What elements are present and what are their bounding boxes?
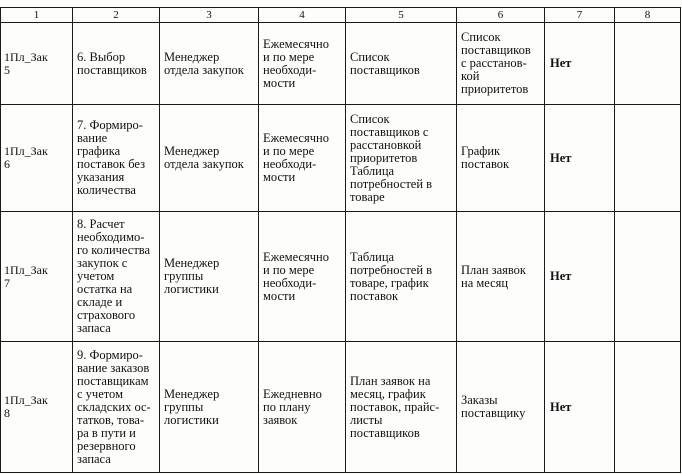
input-text: Список поставщиков xyxy=(350,49,420,77)
column-header-3: 3 xyxy=(160,8,259,23)
frequency-text: Ежемесячно и по мере необходи- мости xyxy=(263,36,329,90)
step-cell xyxy=(73,23,160,105)
role-cell xyxy=(160,105,259,212)
flag-cell xyxy=(545,342,615,473)
table-row xyxy=(1,23,681,105)
step-cell xyxy=(73,342,160,473)
column-header-4: 4 xyxy=(259,8,346,23)
frequency-cell xyxy=(259,105,346,212)
input-cell xyxy=(346,23,457,105)
step-text: 8. Расчет необходимо- го количества закупок с учетом остатка на складе и страхового запаса xyxy=(77,217,151,335)
column-header-2: 2 xyxy=(73,8,160,23)
column-header-7: 7 xyxy=(545,8,615,23)
process-id: 1Пл_Зак 7 xyxy=(4,262,48,290)
flag-text: Нет xyxy=(550,399,572,414)
frequency-text: Ежемесячно и по мере необходи- мости xyxy=(263,249,329,303)
output-text: График поставок xyxy=(461,144,510,171)
step-text: 6. Выбор поставщиков xyxy=(77,49,147,77)
flag-cell xyxy=(545,212,615,342)
process-id-cell xyxy=(1,105,73,212)
role-text: Менеджер группы логистики xyxy=(164,386,220,427)
frequency-text: Ежедневно по плану заявок xyxy=(263,386,322,427)
extra-cell xyxy=(615,342,681,473)
process-id-cell xyxy=(1,212,73,342)
step-cell xyxy=(73,105,160,212)
process-id: 1Пл_Зак 8 xyxy=(4,393,48,420)
frequency-text: Ежемесячно и по мере необходи- мости xyxy=(263,131,329,184)
column-header-6: 6 xyxy=(457,8,545,23)
frequency-cell xyxy=(259,342,346,473)
input-text: План заявок на месяц, график поставок, прайс- листы поставщиков xyxy=(350,373,440,440)
output-text: Список поставщиков с расстанов- кой приоритетов xyxy=(461,30,531,96)
output-text: Заказы поставщику xyxy=(461,393,526,420)
flag-text: Нет xyxy=(550,56,572,70)
flag-text: Нет xyxy=(550,150,572,165)
role-text: Менеджер отдела закупок xyxy=(164,49,244,77)
step-text: 7. Формиро- вание графика поставок без указания количества xyxy=(77,118,146,197)
process-id-cell xyxy=(1,342,73,473)
role-cell xyxy=(160,212,259,342)
process-id-cell xyxy=(1,23,73,105)
input-text: Таблица потребностей в товаре, график поставок xyxy=(350,249,433,303)
input-cell xyxy=(346,342,457,473)
output-text: План заявок на месяц xyxy=(461,262,527,290)
step-cell xyxy=(73,212,160,342)
extra-cell xyxy=(615,212,681,342)
output-cell xyxy=(457,105,545,212)
flag-text: Нет xyxy=(550,269,572,283)
column-header-1: 1 xyxy=(1,8,73,23)
table-row xyxy=(1,105,681,212)
step-text: 9. Формиро- вание заказов поставщикам с учетом складских ос- татков, това- ра в пути и резервного запаса xyxy=(77,347,151,466)
flag-cell xyxy=(545,23,615,105)
process-id: 1Пл_Зак 6 xyxy=(4,144,48,171)
process-table xyxy=(0,7,681,473)
column-header-5: 5 xyxy=(346,8,457,23)
output-cell xyxy=(457,212,545,342)
role-cell xyxy=(160,23,259,105)
process-id: 1Пл_Зак 5 xyxy=(4,49,48,77)
role-text: Менеджер группы логистики xyxy=(164,256,220,296)
output-cell xyxy=(457,23,545,105)
column-header-8: 8 xyxy=(615,8,681,23)
flag-cell xyxy=(545,105,615,212)
header-row xyxy=(1,8,681,23)
extra-cell xyxy=(615,23,681,105)
frequency-cell xyxy=(259,23,346,105)
input-cell xyxy=(346,105,457,212)
role-text: Менеджер отдела закупок xyxy=(164,144,244,171)
output-cell xyxy=(457,342,545,473)
role-cell xyxy=(160,342,259,473)
table-row xyxy=(1,212,681,342)
input-text: Список поставщиков с расстановкой приоритетов Таблица потребностей в товаре xyxy=(350,111,433,204)
extra-cell xyxy=(615,105,681,212)
table-row xyxy=(1,342,681,473)
input-cell xyxy=(346,212,457,342)
frequency-cell xyxy=(259,212,346,342)
